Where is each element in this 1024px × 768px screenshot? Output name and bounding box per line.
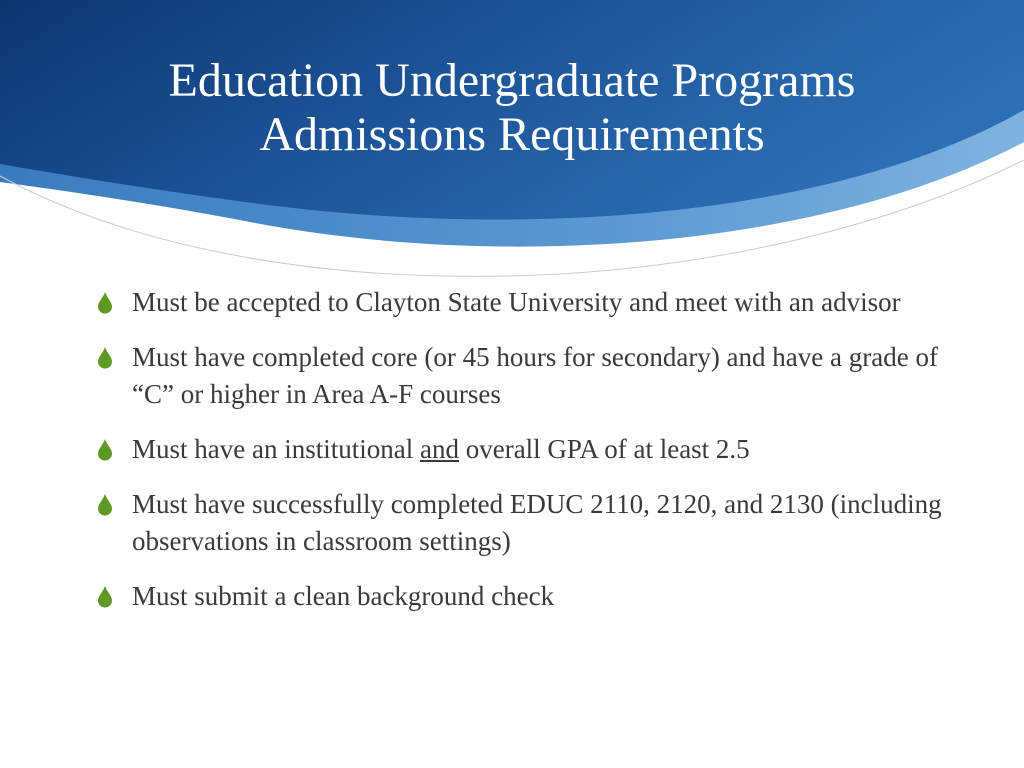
slide-title-line-1: Education Undergraduate Programs: [168, 54, 856, 107]
bullet-text-after: overall GPA of at least 2.5: [458, 434, 750, 464]
slide-title: [0, 54, 1024, 162]
droplet-icon: [96, 494, 114, 516]
bullet-text: Must submit a clean background check: [132, 581, 555, 611]
bullet-text: Must have completed core (or 45 hours for secondary) and have a grade of “C” or higher in Area A-F courses: [132, 342, 938, 409]
bullet-text-before: Must have an institutional: [132, 434, 420, 464]
bullet-text-underlined: and: [419, 434, 459, 464]
droplet-icon: [96, 347, 114, 369]
droplet-icon: [96, 292, 114, 314]
bullet-item: [94, 486, 954, 560]
slide-title-line-2: Admissions Requirements: [259, 108, 765, 161]
droplet-icon: [96, 439, 114, 461]
bullet-item: [94, 431, 954, 468]
bullet-list: [94, 284, 954, 633]
bullet-item: [94, 284, 954, 321]
bullet-item: [94, 578, 954, 615]
droplet-icon: [96, 586, 114, 608]
bullet-text: Must have successfully completed EDUC 2110, 2120, and 2130 (including observations in classroom settings): [132, 489, 942, 556]
bullet-text: Must be accepted to Clayton State University and meet with an advisor: [132, 287, 901, 317]
bullet-item: [94, 339, 954, 413]
